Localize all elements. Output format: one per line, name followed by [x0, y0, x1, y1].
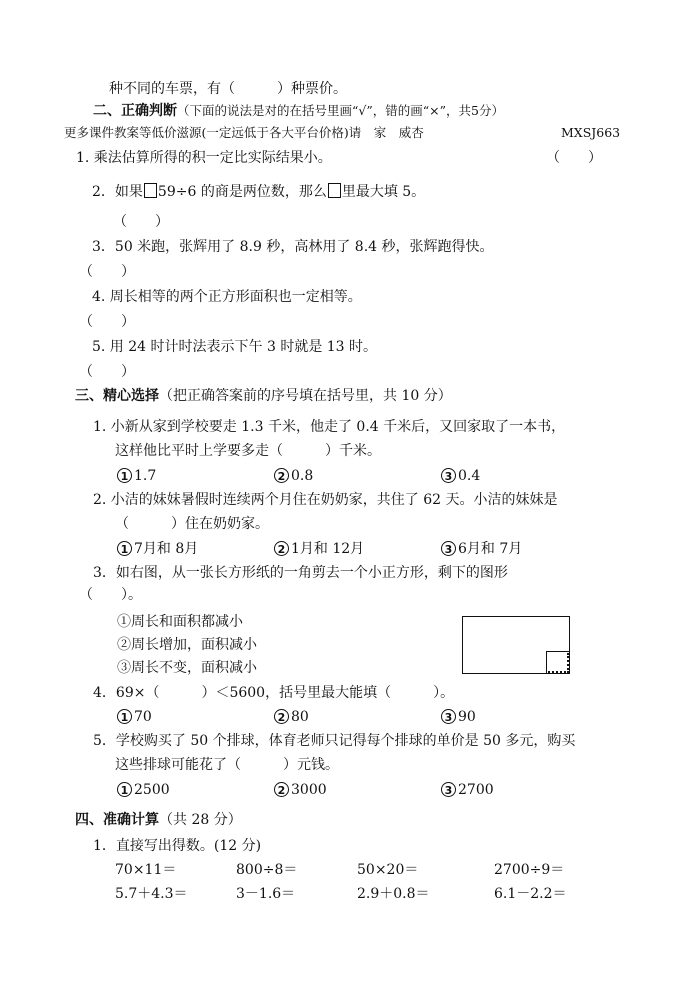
s3-q5-option-1[interactable] [117, 781, 170, 799]
calc-item: 800÷8＝ [236, 862, 298, 878]
section-4-header [75, 811, 242, 829]
circled-number: 3 [441, 468, 456, 483]
s3-q4-option-1[interactable] [117, 708, 152, 726]
blank-box [328, 183, 341, 198]
s2-q1: 1. 乘法估算所得的积一定比实际结果小。 [76, 150, 332, 166]
s3-q1-option-2[interactable] [274, 467, 313, 485]
option-text: 1月和 12月 [291, 541, 365, 557]
option-text: 7月和 8月 [134, 541, 199, 557]
section-2-instruction: （下面的说法是对的在括号里画“√”，错的画“×”，共5分） [177, 103, 504, 118]
section-3-heading: 三、精心选择 [75, 388, 159, 404]
circled-number: 1 [117, 541, 132, 556]
circled-number: 1 [117, 782, 132, 797]
circled-number: 2 [274, 468, 289, 483]
s2-q2-part-b: 59÷6 的商是两位数，那么 [157, 184, 327, 200]
circled-number: 3 [441, 541, 456, 556]
section-2-header [93, 102, 504, 120]
s3-q5-line2: 这些排球可能花了（ ）元钱。 [115, 757, 339, 773]
s3-q1-option-1[interactable] [117, 467, 156, 485]
option-text: 3000 [291, 782, 327, 798]
option-text: 2500 [134, 782, 170, 798]
section-2-heading: 二、正确判断 [93, 103, 177, 119]
s2-q2-paren[interactable]: （ ） [113, 214, 169, 230]
circled-number: 1 [117, 468, 132, 483]
circled-number: 3 [441, 709, 456, 724]
s3-q1-line1: 1. 小新从家到学校要走 1.3 千米，他走了 0.4 千米后，又回家取了一本书， [93, 419, 566, 435]
continued-question-line: 种不同的车票，有（ ）种票价。 [109, 81, 347, 97]
cut-corner-edge [546, 651, 547, 673]
option-text: 0.4 [458, 468, 481, 484]
option-text: 80 [291, 709, 309, 725]
circled-number: 2 [274, 782, 289, 797]
s3-q2-line1: 2. 小洁的妹妹暑假时连续两个月住在奶奶家，共住了 62 天。小洁的妹妹是 [93, 492, 558, 508]
s2-q3: 3．50 米跑，张辉用了 8.9 秒，高林用了 8.4 秒，张辉跑得快。 [92, 239, 494, 255]
s3-q4-line1: 4．69×（ ）＜5600，括号里最大能填（ ）。 [93, 685, 455, 701]
s3-q3-line1: 3．如右图，从一张长方形纸的一角剪去一个小正方形，剩下的图形 [93, 565, 508, 581]
s2-q2-part-a: 2．如果 [92, 184, 143, 200]
s3-q3-option-3[interactable]: ③周长不变，面积减小 [117, 660, 257, 676]
calc-item: 6.1－2.2＝ [494, 886, 567, 902]
s2-q4: 4. 周长相等的两个正方形面积也一定相等。 [92, 289, 362, 305]
s3-q2-option-2[interactable] [274, 540, 364, 558]
s4-q1: 1．直接写出得数。(12 分) [93, 838, 262, 854]
blank-box [144, 183, 157, 198]
s2-q5: 5. 用 24 时计时法表示下午 3 时就是 13 时。 [92, 339, 378, 355]
calc-item: 5.7＋4.3＝ [115, 886, 188, 902]
cut-corner-edge [546, 651, 570, 652]
s3-q5-option-3[interactable] [441, 781, 494, 799]
s3-q1-line2: 这样他比平时上学要多走（ ）千米。 [115, 443, 381, 459]
s3-q2-line2: （ ）住在奶奶家。 [115, 516, 269, 532]
option-text: 90 [458, 709, 476, 725]
ad-line [64, 124, 424, 142]
s3-q5-line1: 5．学校购买了 50 个排球，体育老师只记得每个排球的单价是 50 多元，购买 [93, 733, 576, 749]
s2-q1-paren[interactable]: （ ） [546, 150, 602, 166]
s3-q4-option-2[interactable] [274, 708, 309, 726]
calc-item: 2.9＋0.8＝ [357, 886, 430, 902]
s2-q2-part-c: 里最大填 5。 [341, 184, 426, 200]
s3-q2-option-3[interactable] [441, 540, 522, 558]
s3-q3-option-1[interactable]: ①周长和面积都减小 [117, 614, 243, 630]
section-4-heading: 四、准确计算 [75, 812, 159, 828]
calc-item: 2700÷9＝ [494, 862, 565, 878]
section-4-instruction: （共 28 分） [159, 812, 242, 828]
s2-q3-paren[interactable]: （ ） [79, 264, 135, 280]
circled-number: 3 [441, 782, 456, 797]
calc-item: 70×11＝ [115, 862, 177, 878]
option-text: 6月和 7月 [458, 541, 523, 557]
s3-q3-option-2[interactable]: ②周长增加，面积减小 [117, 637, 257, 653]
s2-q4-paren[interactable]: （ ） [79, 314, 135, 330]
doc-code: MXSJ663 [561, 125, 621, 140]
calc-item: 3－1.6＝ [236, 886, 296, 902]
circled-number: 1 [117, 709, 132, 724]
s3-q1-option-3[interactable] [441, 467, 480, 485]
option-text: 1.7 [134, 468, 157, 484]
s2-q5-paren[interactable]: （ ） [79, 364, 135, 380]
ad-text: 更多课件教案等低价滋源(一定远低于各大平台价格)请 家 威杏 [64, 125, 424, 140]
circled-number: 2 [274, 541, 289, 556]
rectangle-figure [462, 616, 570, 674]
option-text: 70 [134, 709, 152, 725]
s3-q2-option-1[interactable] [117, 540, 198, 558]
s3-q3-line2: （ ）。 [79, 587, 142, 603]
removed-square-outline [567, 653, 569, 673]
option-text: 2700 [458, 782, 494, 798]
section-3-instruction: （把正确答案前的序号填在括号里，共 10 分） [159, 388, 452, 404]
circled-number: 2 [274, 709, 289, 724]
option-text: 0.8 [291, 468, 314, 484]
s2-q2 [92, 183, 425, 201]
section-3-header [75, 387, 452, 405]
calc-item: 50×20＝ [357, 862, 419, 878]
s3-q4-option-3[interactable] [441, 708, 476, 726]
s3-q5-option-2[interactable] [274, 781, 327, 799]
removed-square-outline [548, 671, 570, 673]
